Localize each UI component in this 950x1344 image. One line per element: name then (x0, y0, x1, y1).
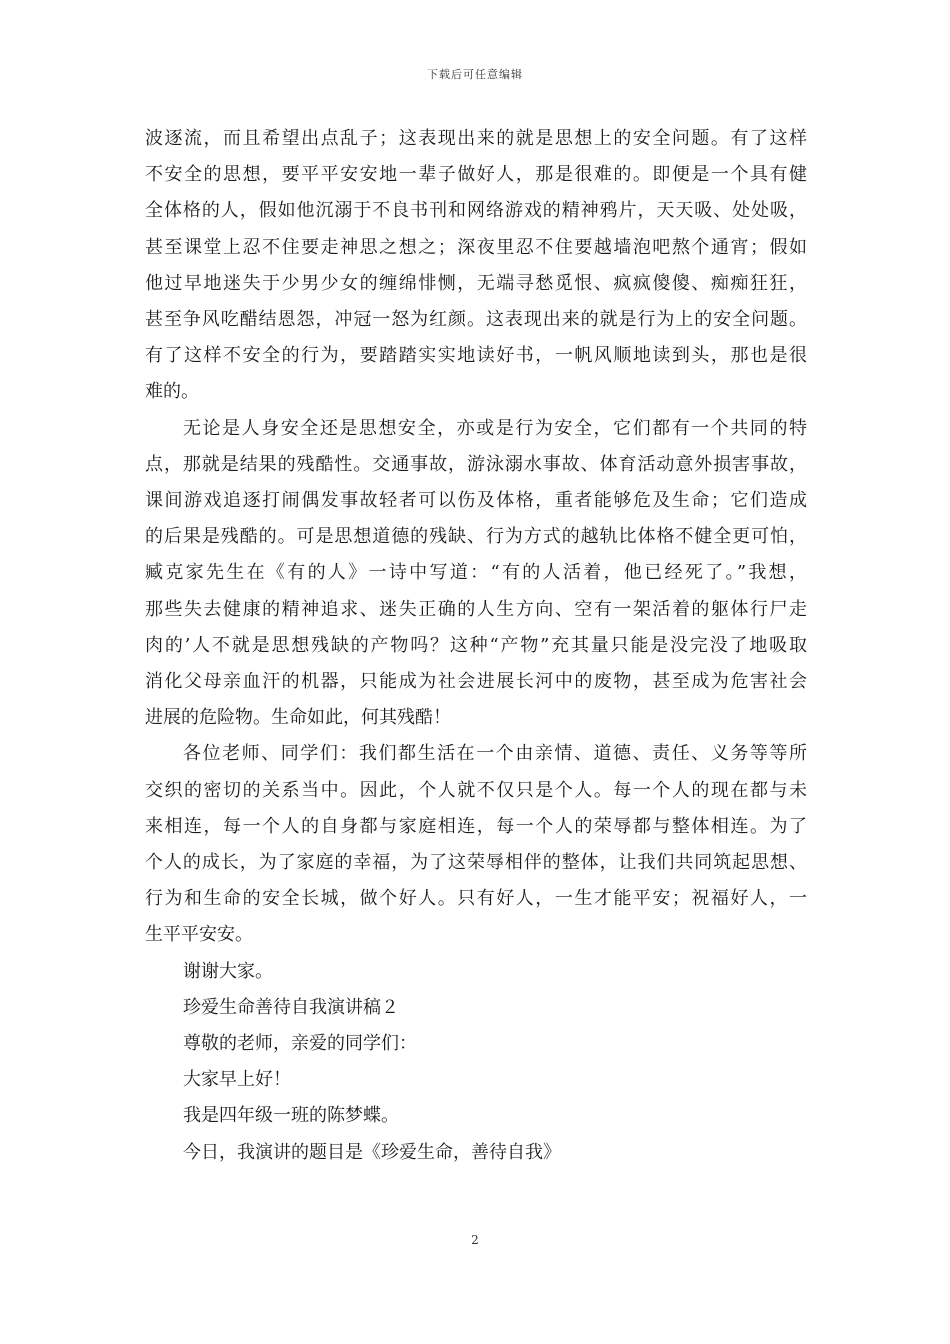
text-line: 的后果是残酷的。可是思想道德的残缺、行为方式的越轨比体格不健全更可怕， (145, 526, 807, 548)
thanks-line: 谢谢大家。 (183, 960, 273, 982)
text-line: 消化父母亲血汗的机器，只能成为社会进展长河中的废物，甚至成为危害社会 (145, 671, 807, 693)
greeting: 大家早上好！ (183, 1069, 291, 1091)
text-line: 进展的危险物。生命如此，何其残酷！ (145, 707, 451, 729)
topic-line: 今日，我演讲的题目是《珍爱生命，善待自我》 (183, 1141, 561, 1163)
paragraph-first-line: 无论是人身安全还是思想安全，亦或是行为安全，它们都有一个共同的特 (183, 417, 807, 439)
text-line: 个人的成长，为了家庭的幸福，为了这荣辱相伴的整体，让我们共同筑起思想、 (145, 852, 807, 874)
text-line: 难的。 (145, 381, 199, 403)
introduction: 我是四年级一班的陈梦蝶。 (183, 1105, 399, 1127)
text-line: 他过早地迷失于少男少女的缠绵悱恻，无端寻愁觅恨、疯疯傻傻、痴痴狂狂， (145, 272, 807, 294)
text-line: 点，那就是结果的残酷性。交通事故，游泳溺水事故、体育活动意外损害事故， (145, 453, 807, 475)
text-line: 交织的密切的关系当中。因此，个人就不仅只是个人。每一个人的现在都与未 (145, 779, 807, 801)
page-number: 2 (471, 1233, 479, 1247)
text-line: 甚至课堂上忍不住要走神思之想之；深夜里忍不住要越墙泡吧熬个通宵；假如 (145, 236, 807, 258)
text-line: 全体格的人，假如他沉溺于不良书刊和网络游戏的精神鸦片，天天吸、处处吸， (145, 200, 807, 222)
text-line: 有了这样不安全的行为，要踏踏实实地读好书，一帆风顺地读到头，那也是很 (145, 345, 807, 367)
text-line: 不安全的思想，要平平安安地一辈子做好人，那是很难的。即便是一个具有健 (145, 164, 807, 186)
text-line: 那些失去健康的精神追求、迷失正确的人生方向、空有一架活着的躯体行尸走 (145, 598, 807, 620)
text-line: 臧克家先生在《有的人》一诗中写道：“有的人活着，他已经死了。”我想， (145, 562, 807, 584)
text-line: 行为和生命的安全长城，做个好人。只有好人，一生才能平安；祝福好人，一 (145, 888, 807, 910)
text-line: 生平平安安。 (145, 924, 253, 946)
text-line: 波逐流，而且希望出点乱子；这表现出来的就是思想上的安全问题。有了这样 (145, 128, 807, 149)
paragraph-first-line: 各位老师、同学们：我们都生活在一个由亲情、道德、责任、义务等等所 (183, 743, 807, 765)
text-line: 来相连，每一个人的自身都与家庭相连，每一个人的荣辱都与整体相连。为了 (145, 815, 807, 837)
page-header: 下载后可任意编辑 (427, 68, 523, 81)
text-line: 课间游戏追逐打闹偶发事故轻者可以伤及体格，重者能够危及生命；它们造成 (145, 490, 807, 512)
text-line: 甚至争风吃醋结恩怨，冲冠一怒为红颜。这表现出来的就是行为上的安全问题。 (145, 309, 807, 331)
speech-title: 珍爱生命善待自我演讲稿２ (183, 996, 399, 1018)
salutation: 尊敬的老师，亲爱的同学们： (183, 1033, 417, 1055)
text-line: 肉的’人不就是思想残缺的产物吗？这种“产物”充其量只能是没完没了地吸取 (145, 634, 807, 656)
document-body (145, 121, 807, 1171)
